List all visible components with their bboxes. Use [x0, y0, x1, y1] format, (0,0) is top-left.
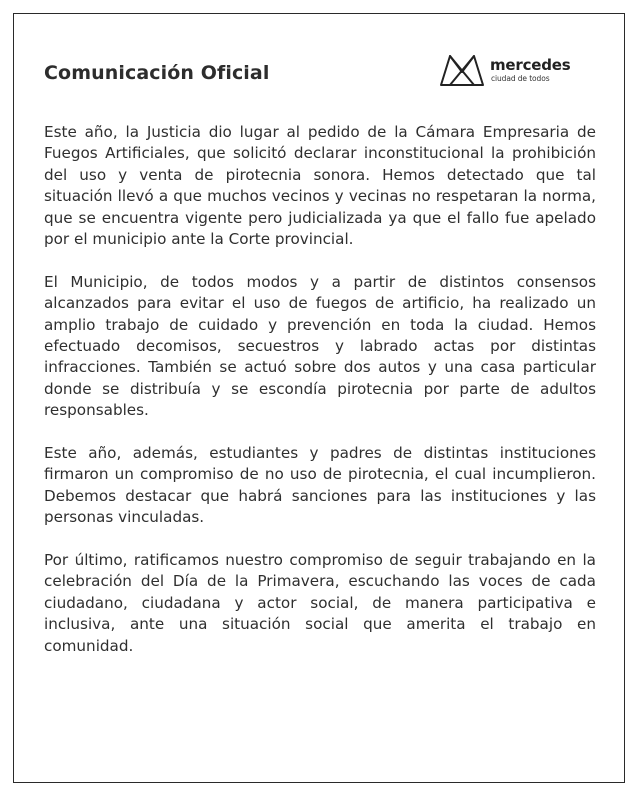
paragraph-2: El Municipio, de todos modos y a partir de distintos consensos alcanzados para evitar el uso de fuegos de artificio, ha realizado un amplio trabajo de cuidado y prevención en toda la ciudad. Hemos efectuado decomisos, secuestros y labrado actas por distintas infracciones. También se actuó sobre dos autos y una casa particular donde se distribuía y se escondía pirotecnia por parte de adultos responsables.	[44, 272, 596, 420]
mercedes-m-logo-icon	[438, 52, 486, 88]
statement-body	[44, 122, 596, 679]
paragraph-1: Este año, la Justicia dio lugar al pedido de la Cámara Empresaria de Fuegos Artificiales, que solicitó declarar inconstitucional la prohibición del uso y venta de pirotecnia sonora. Hemos detectado que tal situación llevó a que muchos vecinos y vecinas no respetaran la norma, que se encuentra vigente pero judicializada ya que el fallo fue apelado por el municipio ante la Corte provincial.	[44, 123, 596, 249]
logo-tagline: ciudad de todos	[491, 74, 550, 83]
paragraph-3: Este año, además, estudiantes y padres de distintas instituciones firmaron un compromiso de no uso de pirotecnia, el cual incumplieron. Debemos destacar que habrá sanciones para las instituciones y las personas vinculadas.	[44, 444, 596, 527]
mercedes-logo	[438, 52, 578, 92]
logo-name: mercedes	[490, 56, 571, 74]
page-title: Comunicación Oficial	[44, 62, 270, 84]
paragraph-4: Por último, ratificamos nuestro compromiso de seguir trabajando en la celebración del Día de la Primavera, escuchando las voces de cada ciudadano, ciudadana y actor social, de manera participativa e inclusiva, ante una situación social que amerita el trabajo en comunidad.	[44, 551, 596, 655]
